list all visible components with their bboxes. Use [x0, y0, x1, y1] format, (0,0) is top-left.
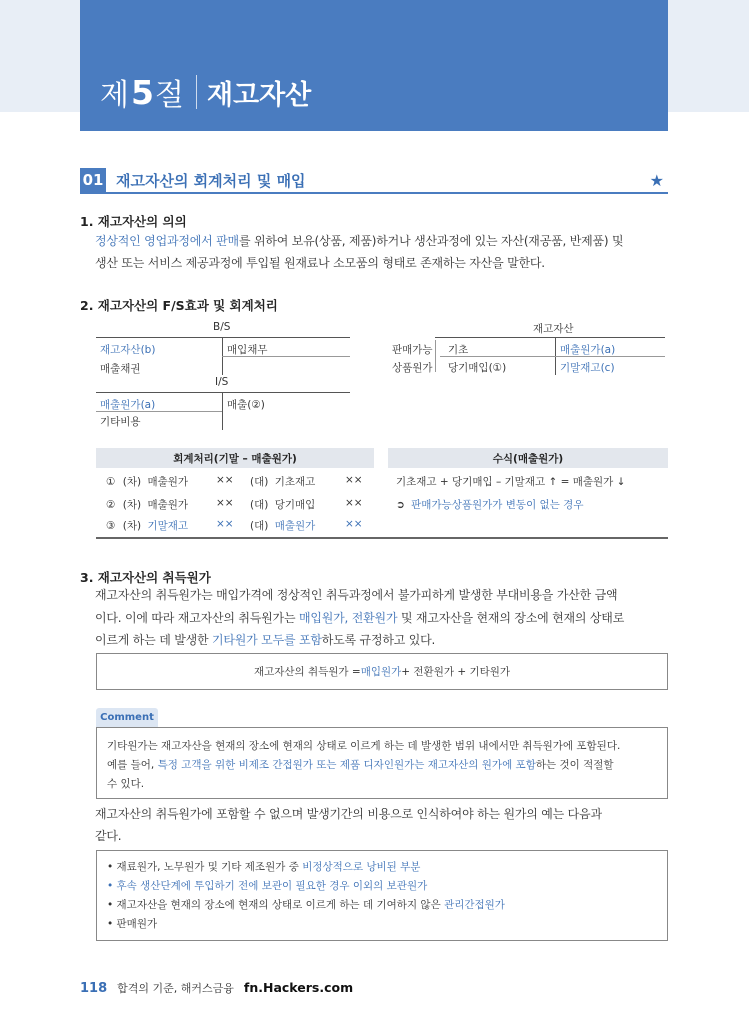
row-number: ③	[106, 520, 116, 532]
footer-url[interactable]: fn.Hackers.com	[243, 980, 354, 995]
inv-bracket-line	[435, 340, 436, 372]
arrow-icon: ➲	[396, 499, 405, 511]
table-row	[106, 497, 188, 512]
formula-part3: + 전환원가 + 기타원가	[401, 666, 511, 678]
s1-line2: 생산 또는 서비스 제공과정에 투입될 원재료나 소모품의 형태로 존재하는 자산을 말한다.	[95, 256, 545, 270]
row-number: ②	[106, 499, 116, 511]
comment-line2a: 예를 들어,	[107, 759, 158, 771]
table-row	[106, 474, 188, 489]
inv-left2: 당기매입(①)	[448, 362, 507, 374]
s3-line1: 재고자산의 취득원가는 매입가격에 정상적인 취득과정에서 불가피하게 발생한 부대비용을 가산한 금액	[95, 588, 618, 602]
list-item: • 후속 생산단계에 투입하기 전에 보관이 필요한 경우 이외의 보관원가	[107, 880, 428, 892]
list-item-highlight: 관리간접원가	[444, 899, 505, 911]
table-bottom-rule	[96, 537, 668, 539]
row-account1: 매출원가	[147, 476, 189, 488]
row-debit: (차)	[122, 520, 142, 532]
row-account2: 기초재고	[274, 476, 316, 488]
chapter-divider	[196, 75, 197, 109]
table-head-right: 수식(매출원가)	[388, 448, 668, 468]
comment-highlight: 특정 고객을 위한 비제조 간접원가 또는 제품 디자인원가는 재고자산의 원가에 포함	[157, 759, 536, 771]
formula-part1: 재고자산의 취득원가 =	[253, 666, 361, 678]
chapter-title	[100, 70, 311, 114]
bs-right-sub-line	[222, 356, 350, 357]
row-credit: (대)	[250, 499, 269, 511]
chapter-number: 5	[130, 72, 154, 112]
s2-heading: 2. 재고자산의 F/S효과 및 회계처리	[80, 298, 278, 313]
s1-heading: 1. 재고자산의 의의	[80, 214, 187, 229]
star-icon: ★	[649, 170, 664, 190]
page-footer	[80, 980, 353, 996]
row-account1: 기말재고	[147, 520, 189, 532]
chapter-prefix: 제	[100, 78, 130, 113]
is-left1: 매출원가(a)	[100, 399, 156, 411]
footer-slogan: 합격의 기준, 해커스금융	[117, 982, 234, 995]
inv-title: 재고자산	[533, 323, 574, 335]
section-number: 01	[80, 168, 106, 192]
inv-top-line	[435, 337, 665, 338]
expense-line1: 재고자산의 취득원가에 포함할 수 없으며 발생기간의 비용으로 인식하여야 하는 원가의 예는 다음과	[95, 807, 602, 821]
bs-top-line	[96, 337, 350, 338]
comment-box	[96, 727, 668, 799]
page-number: 118	[80, 981, 108, 996]
inv-right1: 매출원가(a)	[560, 344, 616, 356]
s3-line3c: 하도록 규정하고 있다.	[321, 633, 436, 647]
table-row-credit	[250, 518, 315, 533]
table-row-credit	[250, 497, 315, 512]
row-account2: 당기매입	[274, 499, 316, 511]
bs-left1: 재고자산(b)	[100, 344, 156, 356]
comment-line1: 기타원가는 재고자산을 현재의 장소에 현재의 상태로 이르게 하는 데 발생한 범위 내에서만 취득원가에 포함된다.	[107, 740, 621, 752]
bs-left2: 매출채권	[100, 363, 141, 375]
is-left-sub-line	[96, 411, 222, 412]
section-title: 재고자산의 회계처리 및 매입	[116, 171, 306, 190]
table-row-credit	[250, 474, 315, 489]
expense-list	[96, 850, 668, 941]
chapter-suffix: 절	[154, 78, 184, 113]
s3-line3-highlight: 기타원가 모두를 포함	[212, 633, 322, 647]
section-header	[80, 168, 668, 194]
s3-line2-highlight: 매입원가, 전환원가	[298, 610, 398, 625]
formula-note-text: 판매가능상품원가가 변동이 없는 경우	[411, 499, 584, 511]
cost-formula: 기초재고 + 당기매입 – 기말재고 ↑ = 매출원가 ↓	[396, 476, 626, 488]
inv-left1: 기초	[448, 344, 469, 356]
inv-side2: 상품원가	[392, 362, 433, 374]
row-amount2: ××	[345, 497, 363, 509]
row-amount2: ××	[345, 518, 363, 530]
row-account1: 매출원가	[147, 499, 189, 511]
s3-heading: 3. 재고자산의 취득원가	[80, 570, 211, 585]
is-mid-line	[222, 392, 223, 430]
inv-side1: 판매가능	[392, 344, 433, 356]
list-item-text: • 재고자산을 현재의 장소에 현재의 상태로 이르게 하는 데 기여하지 않은	[107, 899, 445, 911]
expense-line2: 같다.	[95, 829, 122, 843]
inv-sub-line	[440, 356, 665, 357]
comment-line3: 수 있다.	[107, 778, 145, 790]
table-head-left: 회계처리(기말 – 매출원가)	[96, 448, 374, 468]
table-row	[106, 518, 188, 533]
s3-line2a: 이다. 이에 따라 재고자산의 취득원가는	[95, 610, 299, 625]
row-amount1: ××	[216, 497, 234, 509]
is-left2: 기타비용	[100, 416, 141, 428]
comment-line2c: 하는 것이 적절할	[535, 759, 614, 771]
list-item: • 판매원가	[107, 918, 158, 930]
row-credit: (대)	[250, 476, 269, 488]
acquisition-cost-formula	[96, 653, 668, 690]
s3-line3a: 이르게 하는 데 발생한	[95, 633, 212, 647]
list-item	[107, 858, 657, 877]
row-credit: (대)	[250, 520, 269, 532]
list-item-highlight: 비정상적으로 낭비된 부분	[302, 861, 421, 873]
bs-title: B/S	[213, 321, 231, 333]
comment-label: Comment	[96, 708, 158, 727]
formula-note	[396, 497, 583, 512]
formula-highlight: 매입원가	[360, 666, 402, 678]
row-number: ①	[106, 476, 116, 488]
row-amount1: ××	[216, 518, 234, 530]
s3-line2c: 및 재고자산을 현재의 장소에 현재의 상태로	[397, 610, 625, 625]
s1-highlight: 정상적인 영업과정에서 판매	[95, 234, 239, 248]
s3-paragraph	[95, 584, 668, 652]
bs-right1: 매입채무	[227, 344, 268, 356]
list-item	[107, 896, 657, 915]
row-amount1: ××	[216, 474, 234, 486]
row-amount2: ××	[345, 474, 363, 486]
s1-line1: 를 위하여 보유(상품, 제품)하거나 생산과정에 있는 자산(재공품, 반제품) 및	[238, 234, 624, 248]
inv-right2: 기말재고(c)	[560, 362, 615, 374]
is-title: I/S	[215, 376, 229, 388]
row-account2: 매출원가	[274, 520, 316, 532]
chapter-name: 재고자산	[206, 79, 312, 111]
row-debit: (차)	[122, 499, 142, 511]
row-debit: (차)	[122, 476, 142, 488]
s1-paragraph	[95, 230, 668, 274]
list-item-text: • 재료원가, 노무원가 및 기타 제조원가 중	[107, 861, 303, 873]
is-top-line	[96, 392, 350, 393]
is-right1: 매출(②)	[227, 399, 265, 411]
s3-expense-paragraph	[95, 803, 668, 847]
